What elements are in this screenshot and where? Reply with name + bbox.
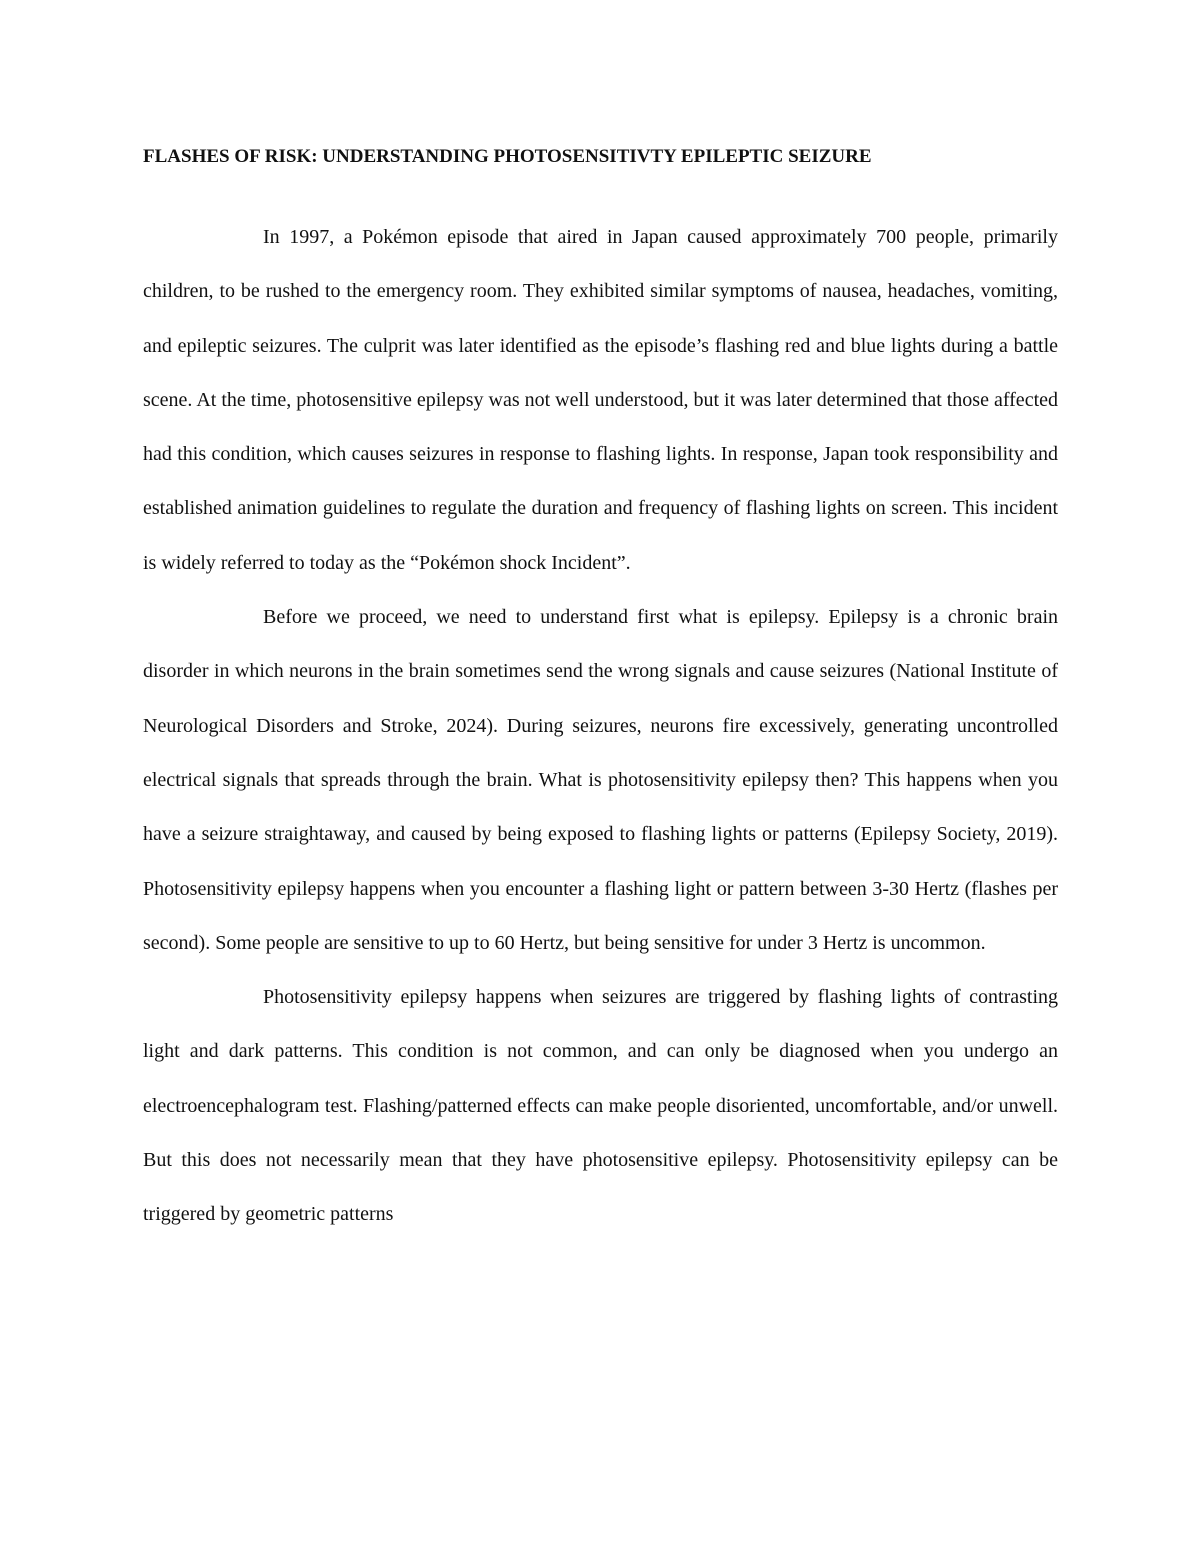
paragraph-3: Photosensitivity epilepsy happens when seizures are triggered by flashing lights of contrasting light and dark patterns. This condition is not common, and can only be diagnosed when you undergo an electroencephalogram test. Flashing/patterned effects can make people disoriented, uncomfortable, and/or unwell. But this does not necessarily mean that they have photosensitive epilepsy. Photosensitivity epilepsy can be triggered by geometric patterns [143,986,1058,1226]
paragraph-2: Before we proceed, we need to understand first what is epilepsy. Epilepsy is a chronic brain disorder in which neurons in the brain sometimes send the wrong signals and cause seizures (National Institute of Neurological Disorders and Stroke, 2024). During seizures, neurons fire excessively, generating uncontrolled electrical signals that spreads through the brain. What is photosensitivity epilepsy then? This happens when you have a seizure straightaway, and caused by being exposed to flashing lights or patterns (Epilepsy Society, 2019). Photosensitivity epilepsy happens when you encounter a flashing light or pattern between 3-30 Hertz (flashes per second). Some people are sensitive to up to 60 Hertz, but being sensitive for under 3 Hertz is uncommon. [143,606,1058,954]
document-body [143,210,1058,1242]
paragraph-1: In 1997, a Pokémon episode that aired in Japan caused approximately 700 people, primarily children, to be rushed to the emergency room. They exhibited similar symptoms of nausea, headaches, vomiting, and epileptic seizures. The culprit was later identified as the episode’s flashing red and blue lights during a battle scene. At the time, photosensitive epilepsy was not well understood, but it was later determined that those affected had this condition, which causes seizures in response to flashing lights. In response, Japan took responsibility and established animation guidelines to regulate the duration and frequency of flashing lights on screen. This incident is widely referred to today as the “Pokémon shock Incident”. [143,226,1058,574]
document-title: FLASHES OF RISK: UNDERSTANDING PHOTOSENSITIVTY EPILEPTIC SEIZURE [143,146,872,167]
